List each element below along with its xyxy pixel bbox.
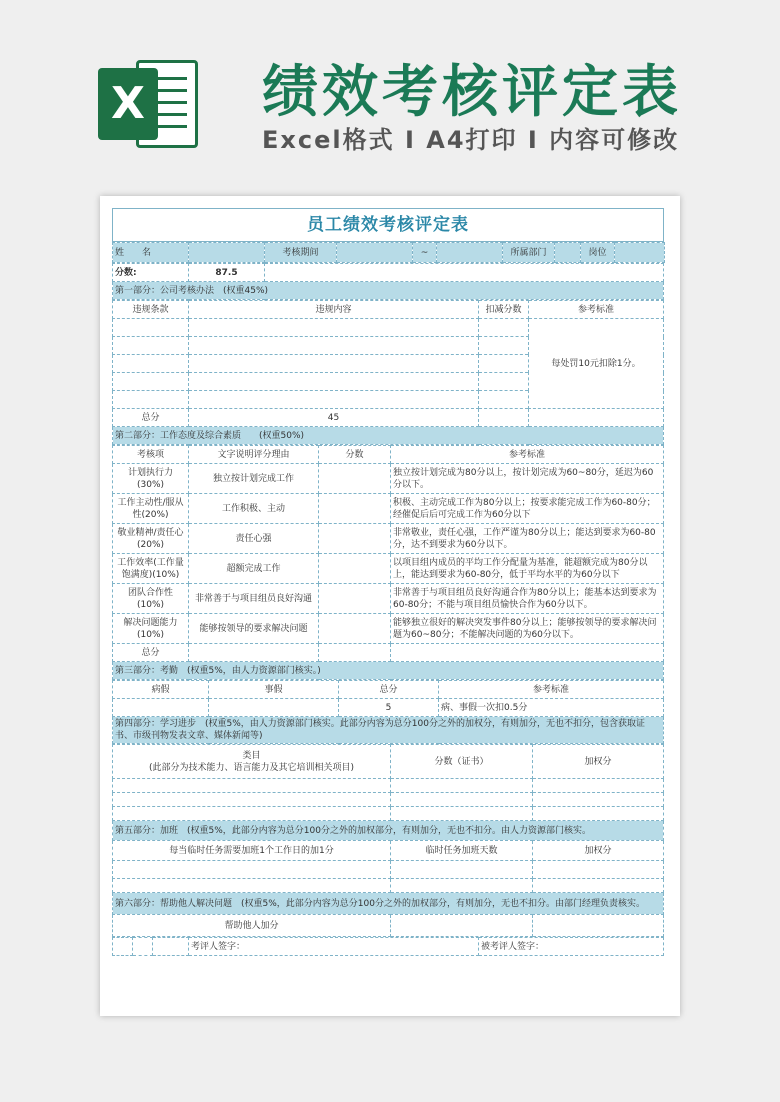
part4-heading: 第四部分：学习进步 (权重5%，由人力资源部门核实。此部分内容为总分100分之外的加权分，有则加分，无也不扣分，包含获取证书、市级刊物发表文章、媒体新闻等) bbox=[113, 717, 664, 744]
part2-score-cell[interactable] bbox=[319, 614, 391, 644]
table-cell[interactable] bbox=[479, 355, 529, 373]
table-cell[interactable] bbox=[113, 373, 189, 391]
part2-total-label: 总分 bbox=[113, 644, 189, 662]
table-cell bbox=[113, 938, 133, 956]
dept-label: 所属部门 bbox=[503, 243, 555, 263]
part2-item: 计划执行力(30%) bbox=[113, 464, 189, 494]
part1-heading: 第一部分：公司考核办法 (权重45%) bbox=[113, 282, 664, 300]
part2-desc[interactable]: 非常善于与项目组员良好沟通 bbox=[189, 584, 319, 614]
part3-col-personal: 事假 bbox=[209, 681, 339, 699]
part2-item: 团队合作性(10%) bbox=[113, 584, 189, 614]
score-blank bbox=[265, 264, 664, 282]
table-cell[interactable] bbox=[113, 861, 391, 879]
part1-total-label: 总分 bbox=[113, 409, 189, 427]
part2-desc[interactable]: 工作积极、主动 bbox=[189, 494, 319, 524]
part2-desc[interactable]: 独立按计划完成工作 bbox=[189, 464, 319, 494]
reviewee-sign[interactable]: 被考评人签字： bbox=[479, 938, 664, 956]
table-cell[interactable] bbox=[533, 793, 664, 807]
table-cell[interactable] bbox=[391, 861, 533, 879]
table-cell bbox=[133, 938, 153, 956]
table-cell[interactable] bbox=[113, 319, 189, 337]
part2-desc[interactable]: 超额完成工作 bbox=[189, 554, 319, 584]
sign-table bbox=[112, 937, 664, 956]
part2-desc[interactable]: 能够按领导的要求解决问题 bbox=[189, 614, 319, 644]
table-cell[interactable] bbox=[479, 391, 529, 409]
part4-cat-label: 类目 bbox=[242, 750, 261, 761]
part2-col-desc: 文字说明评分理由 bbox=[189, 446, 319, 464]
table-cell[interactable] bbox=[189, 337, 479, 355]
table-cell[interactable] bbox=[113, 807, 391, 821]
part5-col-add: 加权分 bbox=[533, 841, 664, 861]
table-cell[interactable] bbox=[391, 779, 533, 793]
part1-col-std: 参考标准 bbox=[529, 301, 664, 319]
table-cell[interactable] bbox=[533, 807, 664, 821]
table-cell[interactable] bbox=[479, 409, 529, 427]
info-table bbox=[112, 242, 665, 263]
table-cell[interactable] bbox=[391, 879, 533, 893]
part5-heading: 第五部分：加班 (权重5%，此部分内容为总分100分之外的加权部分，有则加分，无也不扣分。由人力资源部门核实。 bbox=[113, 821, 664, 841]
part5-col-rule: 每当临时任务需要加班1个工作日的加1分 bbox=[113, 841, 391, 861]
table-cell[interactable] bbox=[479, 373, 529, 391]
table-cell[interactable] bbox=[113, 391, 189, 409]
table-cell[interactable] bbox=[391, 793, 533, 807]
part2-col-score: 分数 bbox=[319, 446, 391, 464]
table-cell[interactable] bbox=[391, 915, 533, 937]
table-cell[interactable] bbox=[533, 915, 664, 937]
part3-col-sick: 病假 bbox=[113, 681, 209, 699]
title-table bbox=[112, 208, 664, 242]
period-end-cell[interactable] bbox=[437, 243, 503, 263]
table-cell[interactable] bbox=[479, 319, 529, 337]
table-cell[interactable] bbox=[113, 355, 189, 373]
page-subtitle: Excel格式 I A4打印 I 内容可修改 bbox=[262, 126, 680, 154]
name-label: 姓 名 bbox=[113, 243, 189, 263]
table-cell[interactable] bbox=[189, 319, 479, 337]
part4-table bbox=[112, 744, 664, 937]
part2-heading: 第二部分：工作态度及综合素质 (权重50%) bbox=[113, 427, 664, 445]
part4-cat-note: (此部分为技术能力、语言能力及其它培训相关项目) bbox=[148, 762, 355, 773]
period-label: 考核期间 bbox=[265, 243, 337, 263]
post-cell[interactable] bbox=[615, 243, 665, 263]
part3-heading: 第三部分：考勤 (权重5%，由人力资源部门核实。) bbox=[113, 662, 664, 680]
score-label: 分数: bbox=[113, 264, 189, 282]
part1-col-deduct: 扣减分数 bbox=[479, 301, 529, 319]
excel-letter-icon: X bbox=[98, 68, 158, 140]
name-cell[interactable] bbox=[189, 243, 265, 263]
table-cell[interactable] bbox=[533, 879, 664, 893]
part2-score-cell[interactable] bbox=[319, 554, 391, 584]
part2-desc[interactable]: 责任心强 bbox=[189, 524, 319, 554]
part3-col-total: 总分 bbox=[339, 681, 439, 699]
part3-standard: 病、事假一次扣0.5分 bbox=[439, 699, 664, 717]
spreadsheet bbox=[112, 208, 664, 1000]
table-cell[interactable] bbox=[189, 355, 479, 373]
table-cell[interactable] bbox=[391, 644, 664, 662]
part2-score-cell[interactable] bbox=[319, 524, 391, 554]
part2-score-cell[interactable] bbox=[319, 494, 391, 524]
excel-logo-icon bbox=[98, 56, 200, 152]
table-cell[interactable] bbox=[391, 807, 533, 821]
reviewer-sign[interactable]: 考评人签字： bbox=[189, 938, 479, 956]
part2-item: 工作效率(工作量饱满度)(10%) bbox=[113, 554, 189, 584]
part2-col-std: 参考标准 bbox=[391, 446, 664, 464]
part1-total-value[interactable]: 45 bbox=[189, 409, 479, 427]
part2-col-item: 考核项 bbox=[113, 446, 189, 464]
part6-heading: 第六部分：帮助他人解决问题 (权重5%，此部分内容为总分100分之外的加权部分，有则加分，无也不扣分。由部门经理负责核实。 bbox=[113, 893, 664, 915]
part4-col-add: 加权分 bbox=[533, 745, 664, 779]
table-cell bbox=[153, 938, 189, 956]
dept-cell[interactable] bbox=[555, 243, 581, 263]
period-start-cell[interactable] bbox=[337, 243, 413, 263]
part2-score-cell[interactable] bbox=[319, 464, 391, 494]
post-label: 岗位 bbox=[581, 243, 615, 263]
part2-table bbox=[112, 445, 664, 680]
part2-std: 非常敬业，责任心强，工作严谨为80分以上；能达到要求为60-80分，达不到要求为60分以下。 bbox=[391, 524, 664, 554]
table-cell[interactable] bbox=[319, 644, 391, 662]
table-cell[interactable] bbox=[113, 879, 391, 893]
part2-std: 以项目组内成员的平均工作分配量为基准，能超额完成为80分以上，能达到要求为60-80分，低于平均水平的为60分以下 bbox=[391, 554, 664, 584]
part2-std: 非常善于与项目组员良好沟通合作为80分以上；能基本达到要求为60-80分；不能与项目组员愉快合作为60分以下。 bbox=[391, 584, 664, 614]
table-cell[interactable] bbox=[113, 779, 391, 793]
part3-sick-cell[interactable] bbox=[113, 699, 209, 717]
table-cell[interactable] bbox=[189, 391, 479, 409]
part2-std: 独立按计划完成为80分以上，按计划完成为60~80分，延迟为60分以下。 bbox=[391, 464, 664, 494]
part3-personal-cell[interactable] bbox=[209, 699, 339, 717]
part3-total-value[interactable]: 5 bbox=[339, 699, 439, 717]
document-paper bbox=[100, 196, 680, 1016]
part1-col-item: 违规条款 bbox=[113, 301, 189, 319]
score-table bbox=[112, 263, 664, 300]
part2-item: 解决问题能力(10%) bbox=[113, 614, 189, 644]
part1-col-content: 违规内容 bbox=[189, 301, 479, 319]
table-cell[interactable] bbox=[113, 337, 189, 355]
part2-std: 积极、主动完成工作为80分以上；按要求能完成工作为60-80分；经催促后后可完成工作为60分以下 bbox=[391, 494, 664, 524]
part2-score-cell[interactable] bbox=[319, 584, 391, 614]
score-value[interactable]: 87.5 bbox=[189, 264, 265, 282]
table-cell[interactable] bbox=[529, 409, 664, 427]
period-separator: ~ bbox=[413, 243, 437, 263]
table-cell[interactable] bbox=[533, 861, 664, 879]
part4-col-score: 分数（证书） bbox=[391, 745, 533, 779]
part6-col-help: 帮助他人加分 bbox=[113, 915, 391, 937]
part3-col-std: 参考标准 bbox=[439, 681, 664, 699]
promo-header bbox=[0, 0, 780, 190]
part2-std: 能够独立很好的解决突发事件80分以上；能够按领导的要求解决问题为60~80分；不能解决问题的为60分以下。 bbox=[391, 614, 664, 644]
part5-col-days: 临时任务加班天数 bbox=[391, 841, 533, 861]
part4-col-cat bbox=[113, 745, 391, 779]
page-title: 绩效考核评定表 bbox=[262, 60, 682, 125]
table-cell[interactable] bbox=[533, 779, 664, 793]
table-cell[interactable] bbox=[189, 644, 319, 662]
part1-table bbox=[112, 300, 664, 445]
table-cell[interactable] bbox=[189, 373, 479, 391]
part1-standard: 每处罚10元扣除1分。 bbox=[529, 319, 664, 409]
table-cell[interactable] bbox=[479, 337, 529, 355]
sheet-title: 员工绩效考核评定表 bbox=[113, 209, 664, 242]
table-cell[interactable] bbox=[113, 793, 391, 807]
part2-item: 工作主动性/服从性(20%) bbox=[113, 494, 189, 524]
part3-table bbox=[112, 680, 664, 744]
part2-item: 敬业精神/责任心(20%) bbox=[113, 524, 189, 554]
